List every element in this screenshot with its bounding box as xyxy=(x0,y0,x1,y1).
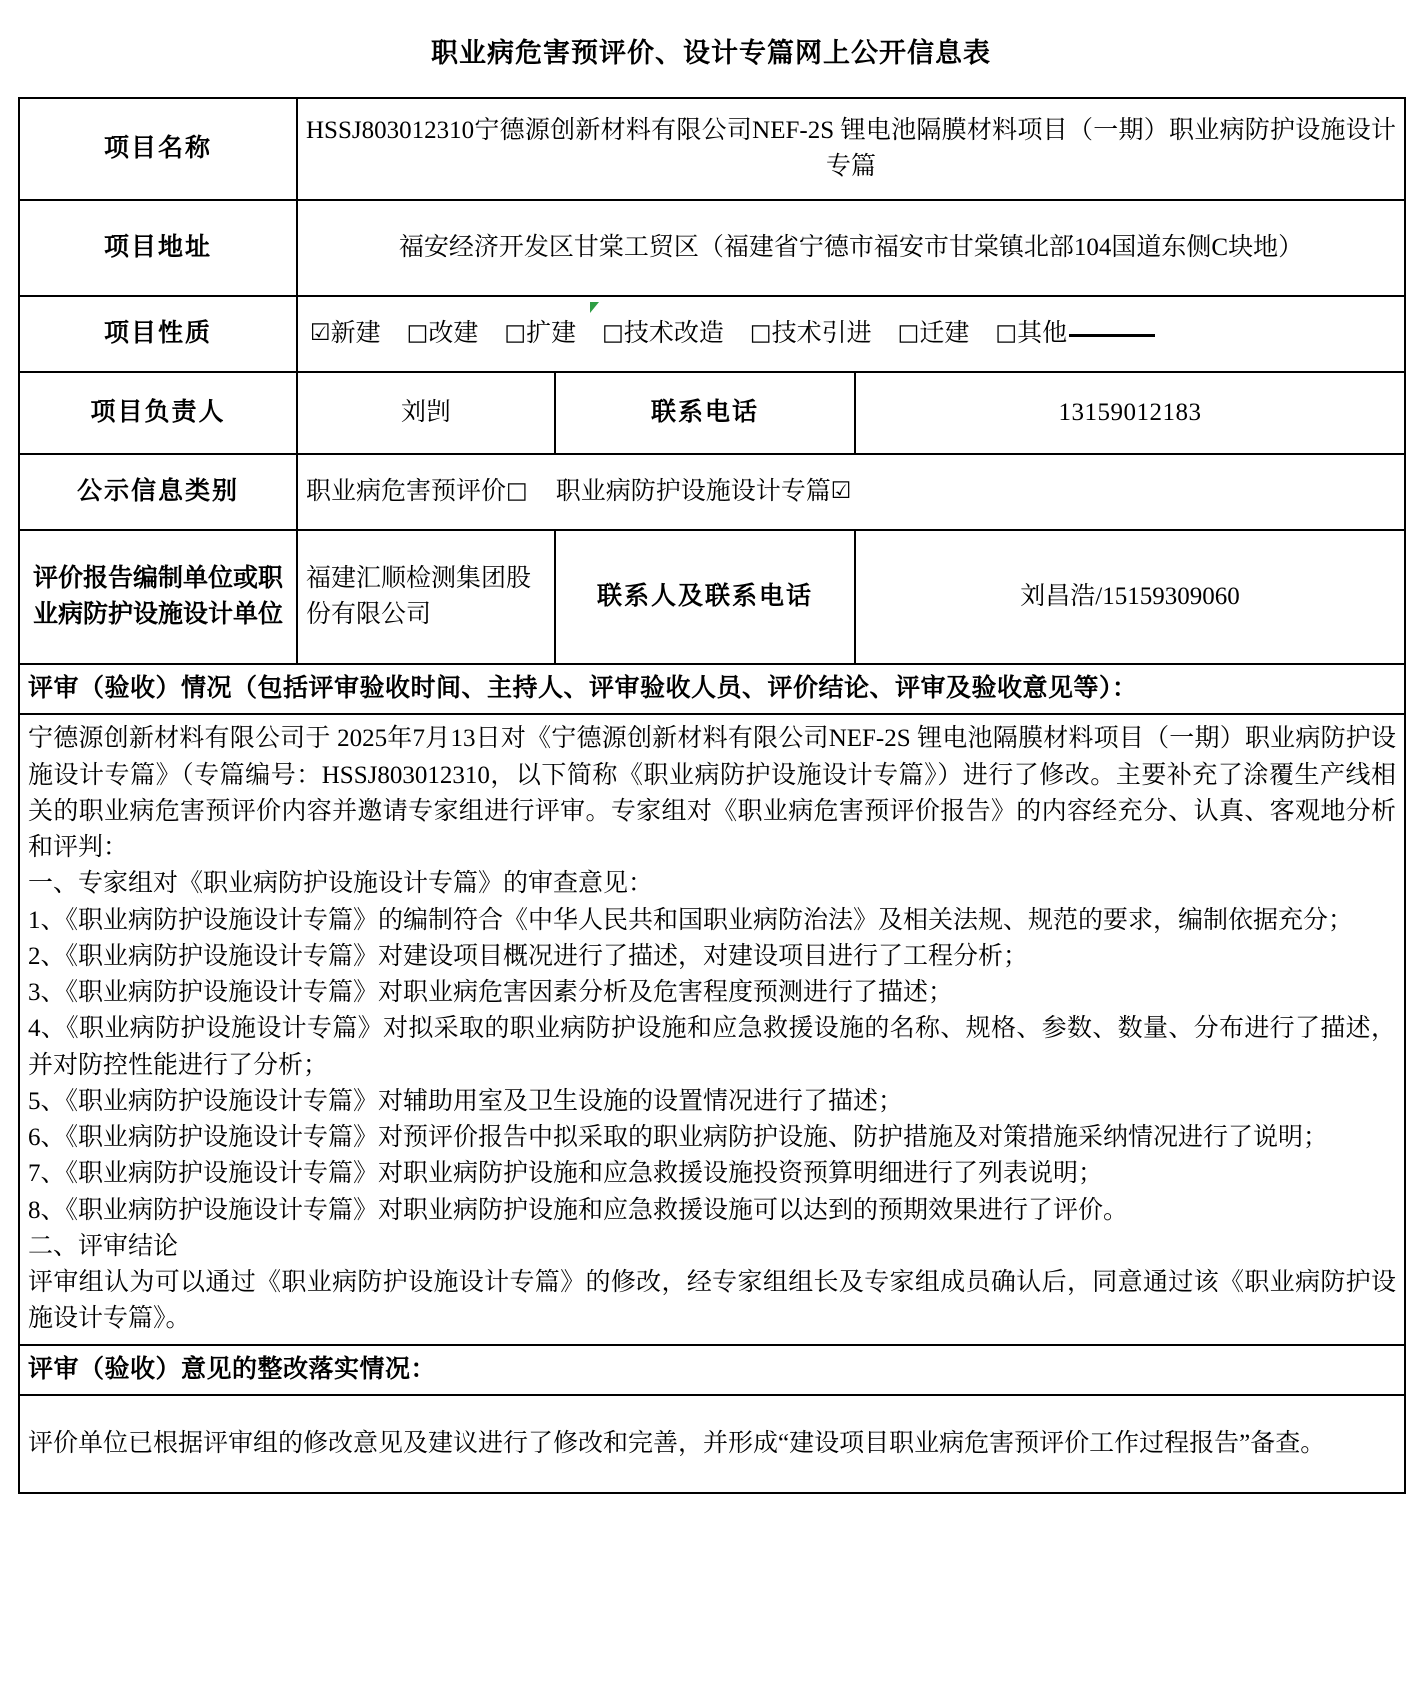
label-project-manager: 项目负责人 xyxy=(19,372,297,454)
value-publicity-type xyxy=(297,454,1405,530)
label-contact-person: 联系人及联系电话 xyxy=(555,530,855,664)
nature-option-label: 迁建 xyxy=(919,319,970,347)
nature-option-label: 技术引进 xyxy=(771,319,872,347)
nature-option-label: 其他 xyxy=(1017,319,1068,347)
value-contact-phone: 13159012183 xyxy=(855,372,1405,454)
nature-option-label: 新建 xyxy=(330,319,381,347)
label-project-nature: 项目性质 xyxy=(19,296,297,372)
review-paragraph: 5、《职业病防护设施设计专篇》对辅助用室及卫生设施的设置情况进行了描述； xyxy=(28,1087,904,1115)
rectification-body: 评价单位已根据评审组的修改意见及建议进行了修改和完善，并形成“建设项目职业病危害预评价工作过程报告”备查。 xyxy=(19,1395,1405,1493)
publicity-option-label: 职业病防护设施设计专篇 xyxy=(555,477,831,505)
review-paragraph: 3、《职业病防护设施设计专篇》对职业病危害因素分析及危害程度预测进行了描述； xyxy=(28,979,954,1007)
row-review-body xyxy=(19,714,1405,1344)
review-body xyxy=(19,714,1405,1344)
rectification-section-title: 评审（验收）意见的整改落实情况： xyxy=(19,1345,1405,1395)
checkbox-empty-icon[interactable]: □ xyxy=(504,319,527,346)
row-project-nature xyxy=(19,296,1405,372)
review-section-title: 评审（验收）情况（包括评审验收时间、主持人、评审验收人员、评价结论、评审及验收意见等）： xyxy=(19,664,1405,714)
row-project-name xyxy=(19,98,1405,200)
review-paragraph: 4、《职业病防护设施设计专篇》对拟采取的职业病防护设施和应急救援设施的名称、规格、参数、数量、分布进行了描述，并对防控性能进行了分析； xyxy=(28,1015,1397,1079)
publicity-option-design-chapter[interactable] xyxy=(556,474,852,510)
checkbox-checked-icon[interactable]: ☑ xyxy=(830,477,852,504)
checkbox-empty-icon[interactable]: □ xyxy=(897,319,920,346)
nature-options-list xyxy=(306,316,1396,352)
review-paragraph: 6、《职业病防护设施设计专篇》对预评价报告中拟采取的职业病防护设施、防护措施及对策措施采纳情况进行了说明； xyxy=(28,1124,1329,1152)
checkbox-empty-icon[interactable]: □ xyxy=(506,477,528,504)
publicity-option-label: 职业病危害预评价 xyxy=(306,477,507,505)
nature-option-label: 改建 xyxy=(428,319,479,347)
label-project-address: 项目地址 xyxy=(19,200,297,296)
nature-option-new[interactable] xyxy=(310,316,381,352)
row-rectification-section-title xyxy=(19,1345,1405,1395)
nature-option-relocate[interactable] xyxy=(898,316,970,352)
green-comment-marker xyxy=(590,302,599,313)
nature-option-tech-import[interactable] xyxy=(750,316,872,352)
nature-option-expand[interactable] xyxy=(504,316,576,352)
review-paragraph: 2、《职业病防护设施设计专篇》对建设项目概况进行了描述，对建设项目进行了工程分析； xyxy=(28,942,1029,970)
publicity-options-list xyxy=(306,474,1396,510)
value-project-address: 福安经济开发区甘棠工贸区（福建省宁德市福安市甘棠镇北部104国道东侧C块地） xyxy=(297,200,1405,296)
value-project-nature xyxy=(297,296,1405,372)
value-contact-person: 刘昌浩/15159309060 xyxy=(855,530,1405,664)
review-paragraph: 7、《职业病防护设施设计专篇》对职业病防护设施和应急救援设施投资预算明细进行了列表说明； xyxy=(28,1160,1104,1188)
row-publicity-type xyxy=(19,454,1405,530)
review-paragraph: 二、评审结论 xyxy=(28,1232,179,1260)
nature-option-other[interactable] xyxy=(995,316,1155,352)
value-report-unit: 福建汇顺检测集团股份有限公司 xyxy=(297,530,555,664)
checkbox-empty-icon[interactable]: □ xyxy=(602,319,624,346)
label-project-name: 项目名称 xyxy=(19,98,297,200)
row-project-manager xyxy=(19,372,1405,454)
page-title: 职业病危害预评价、设计专篇网上公开信息表 xyxy=(431,38,991,68)
review-paragraph: 宁德源创新材料有限公司于 2025年7月13日对《宁德源创新材料有限公司NEF-2S 锂电池隔膜材料项目（一期）职业病防护设施设计专篇》（专篇编号：HSSJ803012310，以下简称《职业病防护设施设计专篇》）进行了修改。主要补充了涂覆生产线相关的职业病危害预评价内容并邀请专家组进行评审。专家组对《职业病危害预评价报告》的内容经充分、认真、客观地分析和评判： xyxy=(28,725,1397,862)
review-paragraph: 评审组认为可以通过《职业病防护设施设计专篇》的修改，经专家组组长及专家组成员确认后，同意通过该《职业病防护设施设计专篇》。 xyxy=(28,1269,1397,1333)
value-project-name: HSSJ803012310宁德源创新材料有限公司NEF-2S 锂电池隔膜材料项目（一期）职业病防护设施设计专篇 xyxy=(297,98,1405,200)
review-paragraph: 一、专家组对《职业病防护设施设计专篇》的审查意见： xyxy=(28,870,654,898)
label-publicity-type: 公示信息类别 xyxy=(19,454,297,530)
checkbox-empty-icon[interactable]: □ xyxy=(749,319,772,346)
checkbox-checked-icon[interactable]: ☑ xyxy=(310,319,331,346)
nature-option-tech-reform[interactable] xyxy=(602,316,724,352)
nature-option-label: 扩建 xyxy=(526,319,577,347)
checkbox-empty-icon[interactable]: □ xyxy=(995,319,1018,346)
review-paragraph: 8、《职业病防护设施设计专篇》对职业病防护设施和应急救援设施可以达到的预期效果进行了评价。 xyxy=(28,1196,1129,1224)
publicity-option-pre-assessment[interactable] xyxy=(306,474,528,510)
other-fill-in-blank[interactable] xyxy=(1069,333,1155,337)
row-report-unit xyxy=(19,530,1405,664)
nature-option-rebuild[interactable] xyxy=(407,316,479,352)
row-review-section-title xyxy=(19,664,1405,714)
row-rectification-body xyxy=(19,1395,1405,1493)
review-paragraph: 1、《职业病防护设施设计专篇》的编制符合《中华人民共和国职业病防治法》及相关法规、规范的要求，编制依据充分； xyxy=(28,906,1354,934)
nature-option-label: 技术改造 xyxy=(623,319,724,347)
checkbox-empty-icon[interactable]: □ xyxy=(406,319,429,346)
label-contact-phone: 联系电话 xyxy=(555,372,855,454)
label-report-unit: 评价报告编制单位或职业病防护设施设计单位 xyxy=(19,530,297,664)
public-info-form xyxy=(18,97,1406,1494)
value-project-manager: 刘剀 xyxy=(297,372,555,454)
row-project-address xyxy=(19,200,1405,296)
